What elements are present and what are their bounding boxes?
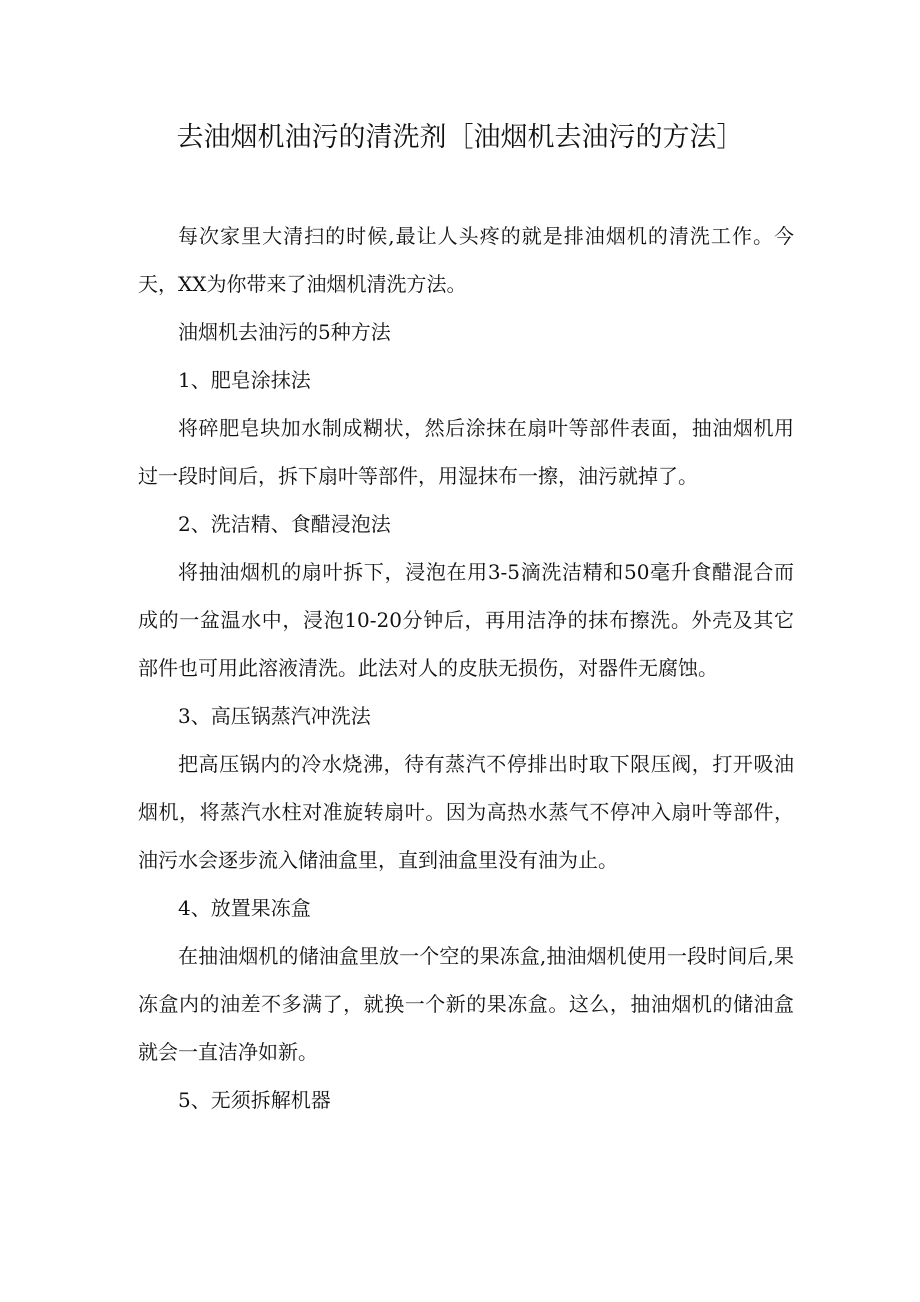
method-4-paragraph: 在抽油烟机的储油盒里放一个空的果冻盒,抽油烟机使用一段时间后,果冻盒内的油差不多满了，就换一个新的果冻盒。这么，抽油烟机的储油盒就会一直洁净如新。 — [138, 944, 794, 1064]
method-5-heading: 5、无须拆解机器 — [178, 1088, 331, 1112]
intro-paragraph: 每次家里大清扫的时候,最让人头疼的就是排油烟机的清洗工作。今天，XX为你带来了油烟机清洗方法。 — [138, 224, 794, 296]
section-heading: 油烟机去油污的5种方法 — [178, 320, 391, 344]
method-2-heading: 2、洗洁精、食醋浸泡法 — [178, 512, 391, 536]
method-1-paragraph: 将碎肥皂块加水制成糊状，然后涂抹在扇叶等部件表面，抽油烟机用过一段时间后，拆下扇叶等部件，用湿抹布一擦，油污就掉了。 — [138, 416, 794, 488]
method-3-paragraph: 把高压锅内的冷水烧沸，待有蒸汽不停排出时取下限压阀，打开吸油烟机，将蒸汽水柱对准旋转扇叶。因为高热水蒸气不停冲入扇叶等部件，油污水会逐步流入储油盒里，直到油盒里没有油为止。 — [138, 752, 794, 872]
method-2-paragraph: 将抽油烟机的扇叶拆下，浸泡在用3-5滴洗洁精和50毫升食醋混合而成的一盆温水中，浸泡10-20分钟后，再用洁净的抹布擦洗。外壳及其它部件也可用此溶液清洗。此法对人的皮肤无损伤，对器件无腐蚀。 — [138, 560, 794, 680]
method-1-heading: 1、肥皂涂抹法 — [178, 368, 311, 392]
method-4-heading: 4、放置果冻盒 — [178, 896, 311, 920]
method-3-heading: 3、高压锅蒸汽冲洗法 — [178, 704, 371, 728]
document-title: 去油烟机油污的清洗剂［油烟机去油污的方法］ — [176, 122, 744, 153]
document-body — [138, 212, 794, 1124]
